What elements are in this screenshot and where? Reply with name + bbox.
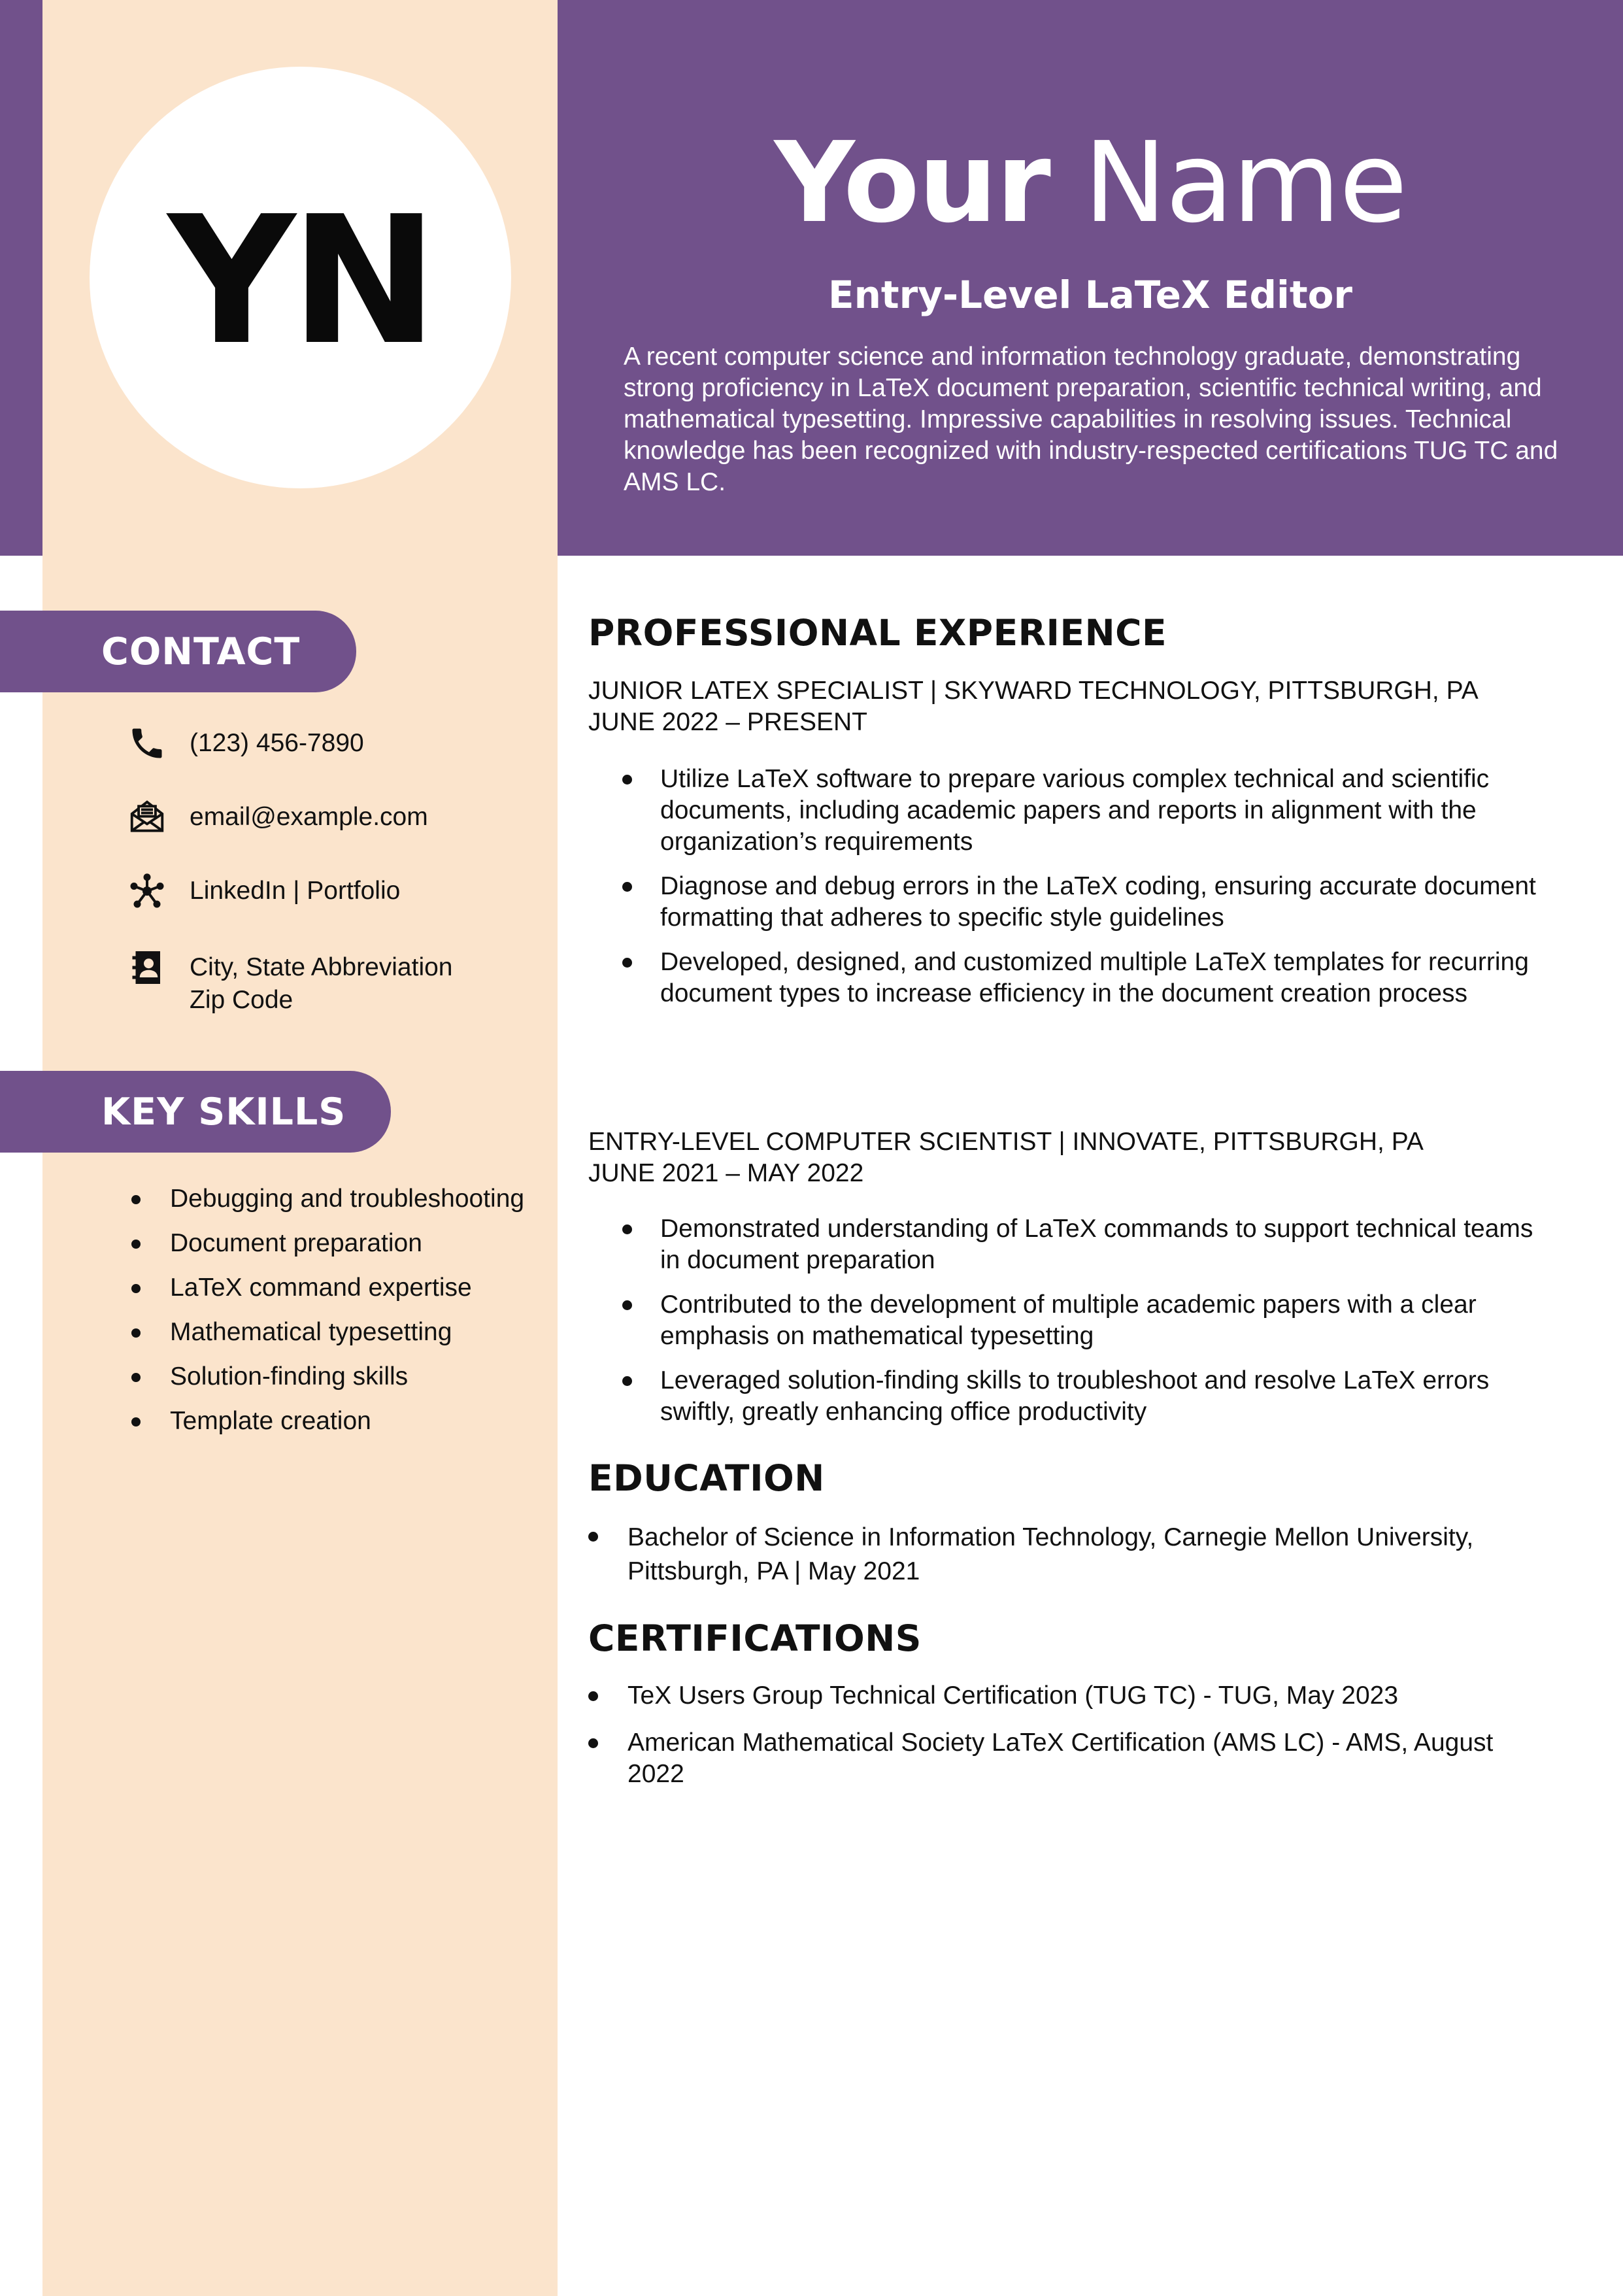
contact-address (124, 951, 453, 1017)
links-text[interactable]: LinkedIn | Portfolio (190, 877, 401, 905)
education-list (588, 1521, 1543, 1604)
skill-item: Mathematical typesetting (124, 1317, 529, 1348)
phone-text[interactable]: (123) 456-7890 (190, 729, 364, 757)
job-2-header (588, 1126, 1424, 1189)
job-title: Entry-Level LaTeX Editor (828, 273, 1353, 317)
certification-item: TeX Users Group Technical Certification (TUG TC) - TUG, May 2023 (588, 1680, 1543, 1712)
skill-item: Template creation (124, 1406, 529, 1437)
name-last: Name (1083, 118, 1407, 248)
contact-phone (124, 727, 364, 766)
contact-heading: CONTACT (0, 611, 356, 692)
left-accent-strip (0, 0, 42, 556)
name-first: Your (774, 118, 1050, 248)
avatar (90, 67, 511, 488)
job-bullet: Leveraged solution-finding skills to troubleshoot and resolve LaTeX errors swiftly, greatly enhancing office productivity (588, 1365, 1543, 1428)
initials: YN (167, 177, 433, 384)
experience-heading: PROFESSIONAL EXPERIENCE (588, 612, 1167, 654)
network-icon (124, 868, 170, 914)
address-book-icon (124, 945, 170, 990)
contact-email (124, 801, 428, 840)
job-2-title: ENTRY-LEVEL COMPUTER SCIENTIST | INNOVATE, PITTSBURGH, PA (588, 1128, 1424, 1156)
job-bullet: Demonstrated understanding of LaTeX commands to support technical teams in document preparation (588, 1213, 1543, 1276)
certifications-heading: CERTIFICATIONS (588, 1617, 922, 1659)
address-line1: City, State Abbreviation (190, 953, 453, 981)
certification-item: American Mathematical Society LaTeX Certification (AMS LC) - AMS, August 2022 (588, 1727, 1543, 1790)
contact-links (124, 875, 400, 914)
job-bullet: Contributed to the development of multiple academic papers with a clear emphasis on mathematical typesetting (588, 1289, 1543, 1352)
job-1-dates: JUNE 2022 – PRESENT (588, 708, 868, 736)
phone-icon (124, 720, 170, 766)
education-item: Bachelor of Science in Information Technology, Carnegie Mellon University, Pittsburgh, PA | May 2021 (588, 1521, 1543, 1589)
candidate-name (558, 118, 1623, 248)
job-1-header (588, 675, 1479, 738)
certifications-list (588, 1680, 1543, 1806)
email-text[interactable]: email@example.com (190, 803, 428, 831)
skills-heading: KEY SKILLS (0, 1071, 391, 1153)
job-1-title: JUNIOR LATEX SPECIALIST | SKYWARD TECHNOLOGY, PITTSBURGH, PA (588, 677, 1479, 705)
skills-list (124, 1183, 529, 1450)
skill-item: Document preparation (124, 1228, 529, 1259)
skill-item: LaTeX command expertise (124, 1272, 529, 1304)
skill-item: Solution-finding skills (124, 1361, 529, 1393)
email-icon (124, 794, 170, 840)
job-2-bullets (588, 1213, 1543, 1441)
summary: A recent computer science and information technology graduate, demonstrating strong proficiency in LaTeX document preparation, scientific technical writing, and mathematical typesetting. Impressive capabilities in resolving issues. Technical knowledge has been recognized with industry-respected certifications TUG TC and AMS LC. (624, 343, 1558, 496)
job-bullet: Utilize LaTeX software to prepare various complex technical and scientific documents, including academic papers and reports in alignment with the organization’s requirements (588, 764, 1543, 858)
address-text (190, 951, 453, 1017)
job-bullet: Diagnose and debug errors in the LaTeX coding, ensuring accurate document formatting that adheres to specific style guidelines (588, 871, 1543, 934)
job-1-bullets (588, 764, 1543, 1022)
job-bullet: Developed, designed, and customized multiple LaTeX templates for recurring document types to increase efficiency in the document creation process (588, 947, 1543, 1009)
address-line2: Zip Code (190, 986, 293, 1014)
skill-item: Debugging and troubleshooting (124, 1183, 529, 1215)
education-heading: EDUCATION (588, 1457, 825, 1499)
job-2-dates: JUNE 2021 – MAY 2022 (588, 1159, 864, 1187)
